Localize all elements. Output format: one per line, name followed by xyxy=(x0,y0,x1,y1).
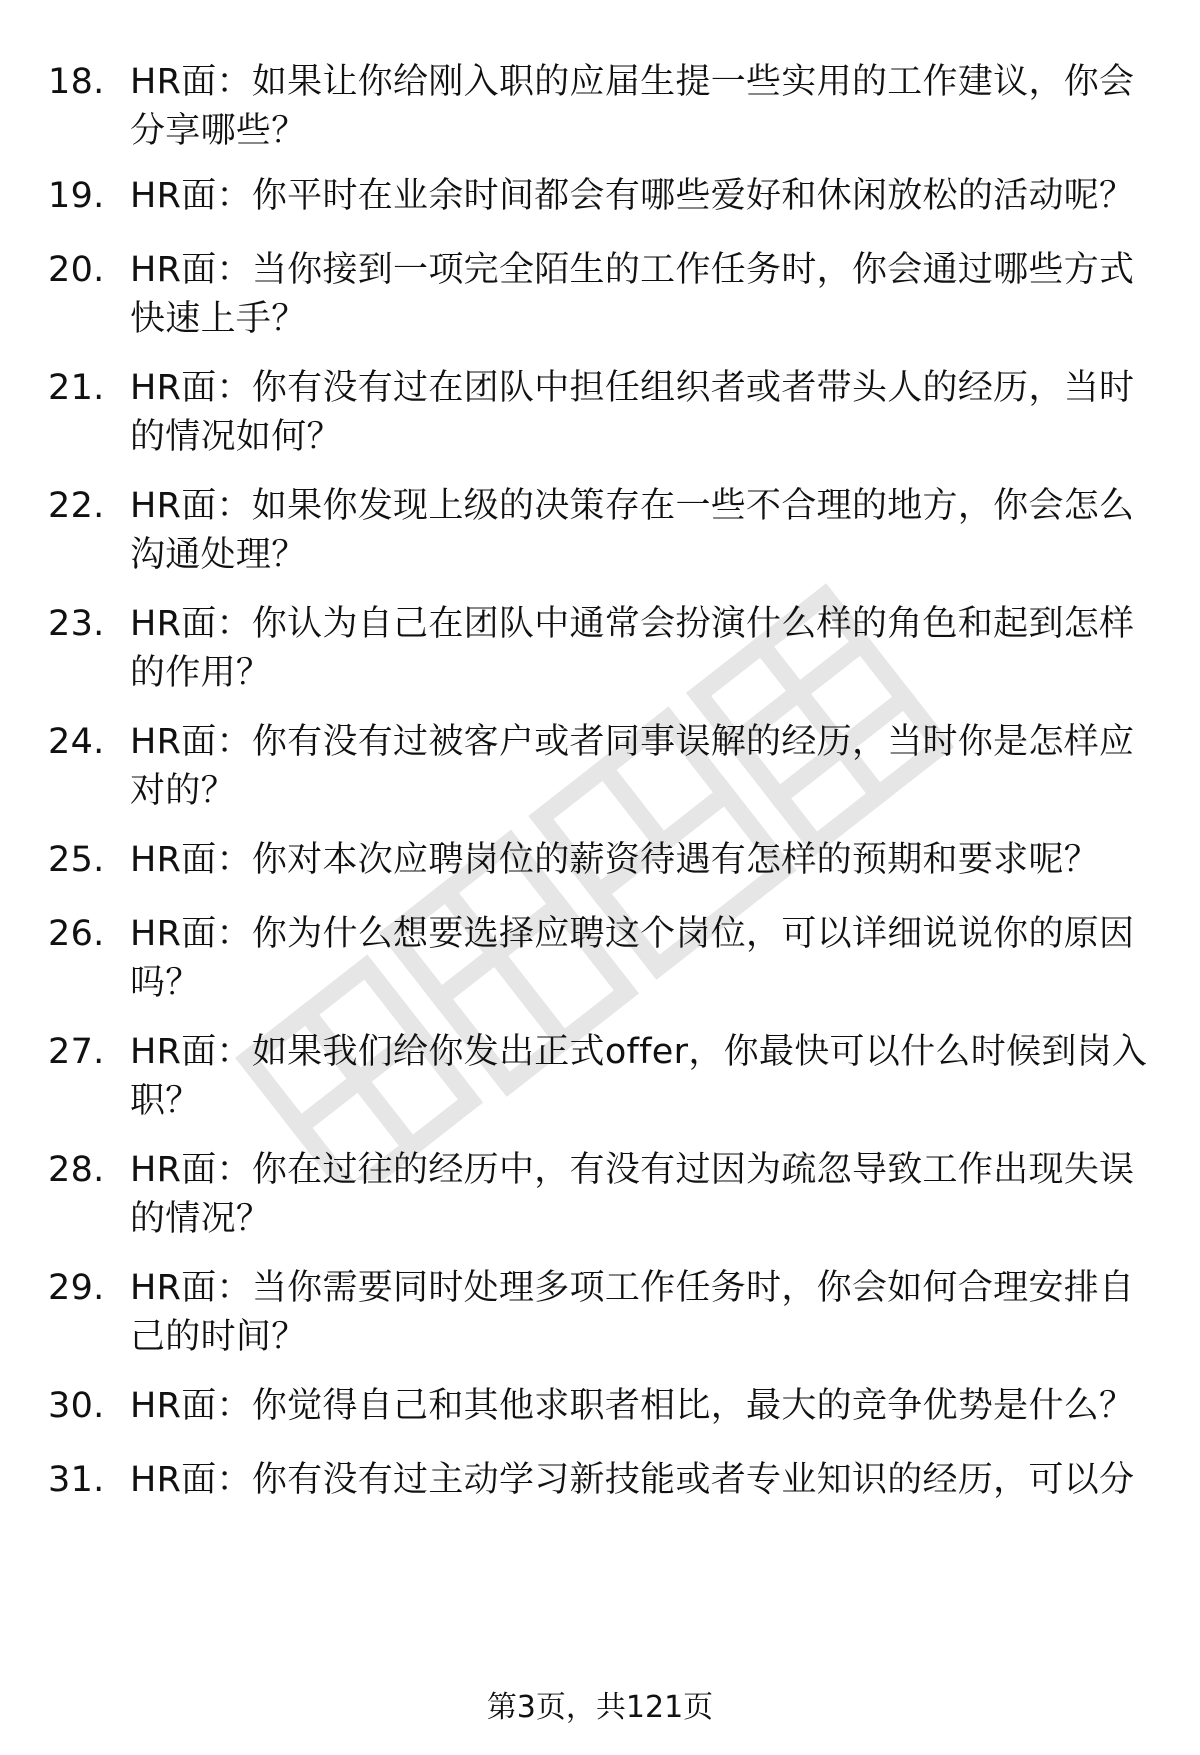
question-number: 21. xyxy=(48,368,105,408)
question-number: 20. xyxy=(48,250,105,290)
question-number: 19. xyxy=(48,176,105,216)
question-number: 29. xyxy=(48,1268,105,1308)
question-text: HR面：如果你发现上级的决策存在一些不合理的地方，你会怎么沟通处理？ xyxy=(130,486,1135,575)
question-text: HR面：你为什么想要选择应聘这个岗位，可以详细说说你的原因吗？ xyxy=(130,914,1135,1003)
question-item xyxy=(48,600,1158,698)
page-number-footer: 第3页，共121页 xyxy=(486,1690,714,1725)
question-item xyxy=(48,836,1158,885)
question-item xyxy=(48,364,1158,462)
question-number: 23. xyxy=(48,604,105,644)
question-number: 25. xyxy=(48,840,105,880)
question-item xyxy=(48,482,1158,580)
question-item xyxy=(48,1382,1158,1431)
question-number: 31. xyxy=(48,1460,105,1500)
question-text: HR面：你在过往的经历中，有没有过因为疏忽导致工作出现失误的情况？ xyxy=(130,1150,1135,1239)
question-text: HR面：当你需要同时处理多项工作任务时，你会如何合理安排自己的时间？ xyxy=(130,1268,1135,1357)
question-text: HR面：你有没有过在团队中担任组织者或者带头人的经历，当时的情况如何？ xyxy=(130,368,1135,457)
question-item xyxy=(48,58,1158,156)
question-text: HR面：如果让你给刚入职的应届生提一些实用的工作建议，你会分享哪些？ xyxy=(130,62,1135,151)
question-number: 27. xyxy=(48,1032,105,1072)
question-number: 24. xyxy=(48,722,105,762)
question-number: 28. xyxy=(48,1150,105,1190)
question-item xyxy=(48,1028,1158,1126)
question-item xyxy=(48,718,1158,816)
question-text: HR面：你有没有过被客户或者同事误解的经历，当时你是怎样应对的？ xyxy=(130,722,1135,811)
question-item xyxy=(48,1456,1158,1505)
question-text: HR面：你觉得自己和其他求职者相比，最大的竞争优势是什么？ xyxy=(130,1386,1135,1426)
question-item xyxy=(48,1146,1158,1244)
question-text: HR面：你有没有过主动学习新技能或者专业知识的经历，可以分 xyxy=(130,1460,1135,1500)
question-number: 26. xyxy=(48,914,105,954)
question-number: 22. xyxy=(48,486,105,526)
question-text: HR面：当你接到一项完全陌生的工作任务时，你会通过哪些方式快速上手？ xyxy=(130,250,1135,339)
question-item xyxy=(48,910,1158,1008)
question-number: 18. xyxy=(48,62,105,102)
question-number: 30. xyxy=(48,1386,105,1426)
question-text: HR面：你认为自己在团队中通常会扮演什么样的角色和起到怎样的作用？ xyxy=(130,604,1135,693)
question-text: HR面：你平时在业余时间都会有哪些爱好和休闲放松的活动呢？ xyxy=(130,176,1135,216)
question-text: HR面：如果我们给你发出正式offer，你最快可以什么时候到岗入职？ xyxy=(130,1032,1148,1121)
question-item xyxy=(48,246,1158,344)
question-item xyxy=(48,172,1158,221)
question-text: HR面：你对本次应聘岗位的薪资待遇有怎样的预期和要求呢？ xyxy=(130,840,1100,880)
question-item xyxy=(48,1264,1158,1362)
